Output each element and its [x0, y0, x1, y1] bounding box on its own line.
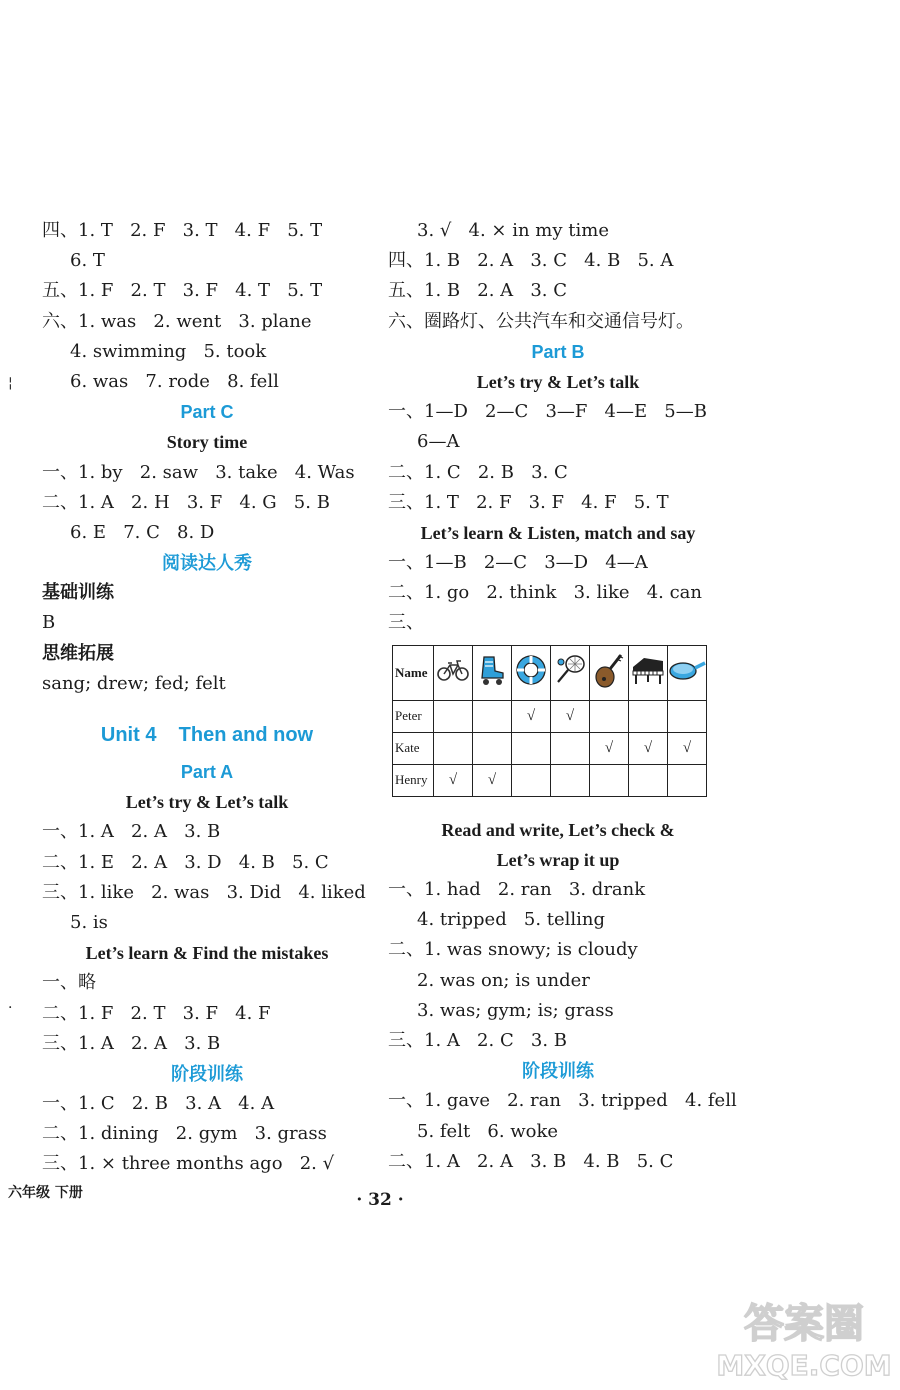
answer-line-text: 6. T — [70, 250, 105, 272]
answer-line-text: Story time — [166, 432, 248, 453]
answer-line-text: 三、1. × three months ago 2. √ — [42, 1153, 335, 1175]
answer-line — [42, 1059, 372, 1089]
page-number: · 32 · — [356, 1190, 404, 1210]
answer-line — [388, 1026, 728, 1056]
answer-line-text: 二、1. A 2. H 3. F 4. G 5. B — [42, 491, 330, 513]
check-cell: √ — [473, 764, 512, 796]
answer-line-text: 一、略 — [42, 972, 96, 994]
answer-line — [42, 757, 372, 787]
check-cell — [473, 700, 512, 732]
answer-line — [388, 276, 728, 306]
answer-line-text: Let’s try & Let’s talk — [476, 371, 640, 392]
answer-line — [388, 488, 728, 518]
check-cell: √ — [434, 764, 473, 796]
answer-line — [388, 966, 728, 996]
answer-line — [388, 307, 728, 337]
answer-line — [388, 1117, 728, 1147]
answer-line — [388, 1056, 728, 1086]
answer-line-text: 五、1. F 2. T 3. F 4. T 5. T — [42, 280, 323, 302]
answer-line-text: Part A — [180, 762, 234, 782]
check-cell — [629, 700, 668, 732]
answer-line — [42, 246, 372, 276]
answer-line — [42, 639, 372, 669]
answer-line — [42, 1119, 372, 1149]
check-cell — [590, 700, 629, 732]
answer-line — [42, 488, 372, 518]
answer-line-text: sang; drew; fed; felt — [42, 672, 226, 694]
answer-line-text: 5. is — [70, 911, 108, 933]
right-column — [388, 216, 737, 1177]
answer-line-text: Part C — [180, 402, 234, 423]
answer-line — [42, 787, 372, 817]
answer-line-text: Read and write, Let’s check & — [441, 819, 675, 840]
answer-line-text: 思维拓展 — [42, 642, 114, 664]
answer-line-text: 一、1. by 2. saw 3. take 4. Was — [42, 461, 355, 483]
hobby-table — [392, 645, 707, 797]
answer-line — [42, 397, 372, 427]
check-cell — [434, 700, 473, 732]
badminton-icon — [551, 645, 590, 700]
check-cell — [629, 764, 668, 796]
watermark-line1: 答案圈 — [744, 1301, 864, 1347]
answer-line-text: 6—A — [417, 431, 460, 453]
answer-line — [388, 216, 728, 246]
scan-mark: · — [8, 1000, 13, 1016]
answer-line — [388, 845, 728, 875]
answer-line-text: 2. was on; is under — [417, 969, 590, 991]
answer-line-text: 一、1—D 2—C 3—F 4—E 5—B — [388, 401, 707, 423]
check-cell — [512, 764, 551, 796]
answer-line-text: 一、1. gave 2. ran 3. tripped 4. fell — [388, 1090, 737, 1112]
answer-line — [42, 968, 372, 998]
answer-line-text: 五、1. B 2. A 3. C — [388, 280, 568, 302]
answer-line — [42, 908, 372, 938]
check-cell — [668, 700, 707, 732]
row-name-cell: Peter — [393, 700, 434, 732]
answer-line — [42, 548, 372, 578]
answer-line-text: 基础训练 — [42, 582, 114, 604]
answer-line-text: Let’s try & Let’s talk — [125, 792, 289, 813]
answer-line — [42, 337, 372, 367]
answer-line-text: B — [42, 612, 56, 634]
check-cell — [551, 732, 590, 764]
check-cell — [590, 764, 629, 796]
frying-pan-icon — [668, 645, 707, 700]
check-cell: √ — [668, 732, 707, 764]
right-top-section — [388, 216, 728, 639]
answer-line — [42, 938, 372, 968]
answer-line — [388, 1147, 728, 1177]
table-row — [393, 732, 707, 764]
answer-line-text: 二、1. C 2. B 3. C — [388, 461, 568, 483]
answer-line-text: 6. E 7. C 8. D — [70, 521, 215, 543]
answer-line-text: 二、1. dining 2. gym 3. grass — [42, 1123, 327, 1145]
answer-line-text: 四、1. T 2. F 3. T 4. F 5. T — [42, 220, 323, 241]
answer-line-text: 阅读达人秀 — [162, 553, 252, 574]
answer-line-text: 三、1. A 2. C 3. B — [388, 1029, 568, 1051]
answer-line — [388, 367, 728, 397]
answer-line-text: 二、1. A 2. A 3. B 4. B 5. C — [388, 1150, 674, 1172]
answer-line-text: 三、1. T 2. F 3. F 4. F 5. T — [388, 491, 669, 513]
answer-line — [42, 276, 372, 306]
answer-line-text: 6. was 7. rode 8. fell — [70, 370, 279, 392]
answer-line-text: 二、1. E 2. A 3. D 4. B 5. C — [42, 851, 329, 873]
answer-line-text: 4. tripped 5. telling — [417, 909, 606, 931]
answer-line-text: 3. was; gym; is; grass — [417, 999, 614, 1021]
answer-line-text: 3. √ 4. × in my time — [417, 220, 609, 241]
answer-line-text: Let’s wrap it up — [496, 849, 620, 870]
table-row — [393, 764, 707, 796]
answer-line-text: 一、1. had 2. ran 3. drank — [388, 879, 646, 900]
scan-mark: ¦ — [8, 375, 13, 391]
answer-line-text: 二、1. F 2. T 3. F 4. F — [42, 1002, 271, 1024]
answer-line — [42, 578, 372, 608]
answer-line-text: 5. felt 6. woke — [417, 1120, 559, 1142]
answer-line — [42, 817, 372, 847]
answer-line-text: 阶段训练 — [171, 1063, 243, 1084]
check-cell — [668, 764, 707, 796]
answer-line — [388, 905, 728, 935]
piano-icon — [629, 645, 668, 700]
answer-line-text: 三、1. A 2. A 3. B — [42, 1032, 221, 1054]
right-bottom-section — [388, 815, 737, 1177]
left-column — [42, 216, 372, 1180]
check-cell — [512, 732, 551, 764]
check-cell — [473, 732, 512, 764]
check-cell — [434, 732, 473, 764]
unit-title — [42, 699, 372, 757]
answer-line-text: 阶段训练 — [522, 1061, 594, 1082]
answer-line — [388, 935, 728, 965]
roller-skates-icon — [473, 645, 512, 700]
answer-line-text: 4. swimming 5. took — [70, 340, 267, 362]
answer-line — [388, 875, 728, 905]
answer-line-text: 一、1. A 2. A 3. B — [42, 821, 221, 843]
answer-line — [42, 367, 372, 397]
answer-line — [42, 307, 372, 337]
answer-line — [388, 815, 728, 845]
answer-line — [388, 246, 728, 276]
answer-line — [42, 1089, 372, 1119]
answer-line — [388, 427, 728, 457]
answer-line-text: Part B — [531, 341, 585, 362]
answer-line-text: 二、1. go 2. think 3. like 4. can — [388, 582, 702, 604]
check-cell: √ — [590, 732, 629, 764]
pipa-icon — [590, 645, 629, 700]
name-header-cell: Name — [393, 645, 434, 700]
answer-line-text: 一、1—B 2—C 3—D 4—A — [388, 552, 648, 574]
answer-line-text: 三、 — [388, 612, 424, 634]
answer-line-text: 三、1. like 2. was 3. Did 4. liked — [42, 881, 366, 903]
answer-line — [42, 608, 372, 638]
answer-line — [388, 337, 728, 367]
answer-line-text: 二、1. was snowy; is cloudy — [388, 939, 638, 961]
watermark-line2: MXQE.COM — [716, 1349, 892, 1382]
row-name-cell: Kate — [393, 732, 434, 764]
check-cell: √ — [551, 700, 590, 732]
table-header-row — [393, 645, 707, 700]
row-name-cell: Henry — [393, 764, 434, 796]
answer-line — [42, 458, 372, 488]
answer-line — [42, 518, 372, 548]
grade-label: 六年级 下册 — [8, 1185, 83, 1201]
answer-line — [42, 669, 372, 699]
answer-line — [388, 518, 728, 548]
answer-line-text: Let’s learn & Listen, match and say — [420, 522, 696, 543]
unit-title-text: Unit 4 Then and now — [100, 724, 314, 746]
table-row — [393, 700, 707, 732]
check-cell — [551, 764, 590, 796]
answer-line — [388, 608, 728, 638]
answer-line — [388, 1086, 737, 1116]
check-cell: √ — [629, 732, 668, 764]
answer-line-text: 六、1. was 2. went 3. plane — [42, 310, 312, 332]
hobby-table-wrapper — [388, 639, 728, 815]
answer-line-text: 四、1. B 2. A 3. C 4. B 5. A — [388, 250, 674, 272]
check-cell: √ — [512, 700, 551, 732]
watermark-logo — [714, 1289, 894, 1384]
answer-line — [42, 427, 372, 457]
answer-line — [42, 878, 372, 908]
answer-line — [42, 1149, 372, 1179]
answer-line — [42, 848, 372, 878]
answer-line — [388, 996, 728, 1026]
answer-line — [388, 458, 728, 488]
answer-line — [42, 999, 372, 1029]
answer-line — [388, 548, 728, 578]
answer-line-text: Let’s learn & Find the mistakes — [85, 943, 329, 964]
answer-line-text: 六、圈路灯、公共汽车和交通信号灯。 — [388, 310, 694, 332]
answer-line — [42, 216, 372, 246]
answer-line-text: 一、1. C 2. B 3. A 4. A — [42, 1093, 275, 1115]
answer-line — [42, 1029, 372, 1059]
swim-ring-icon — [512, 645, 551, 700]
answer-line — [388, 397, 728, 427]
bicycle-icon — [434, 645, 473, 700]
answer-line — [388, 578, 728, 608]
